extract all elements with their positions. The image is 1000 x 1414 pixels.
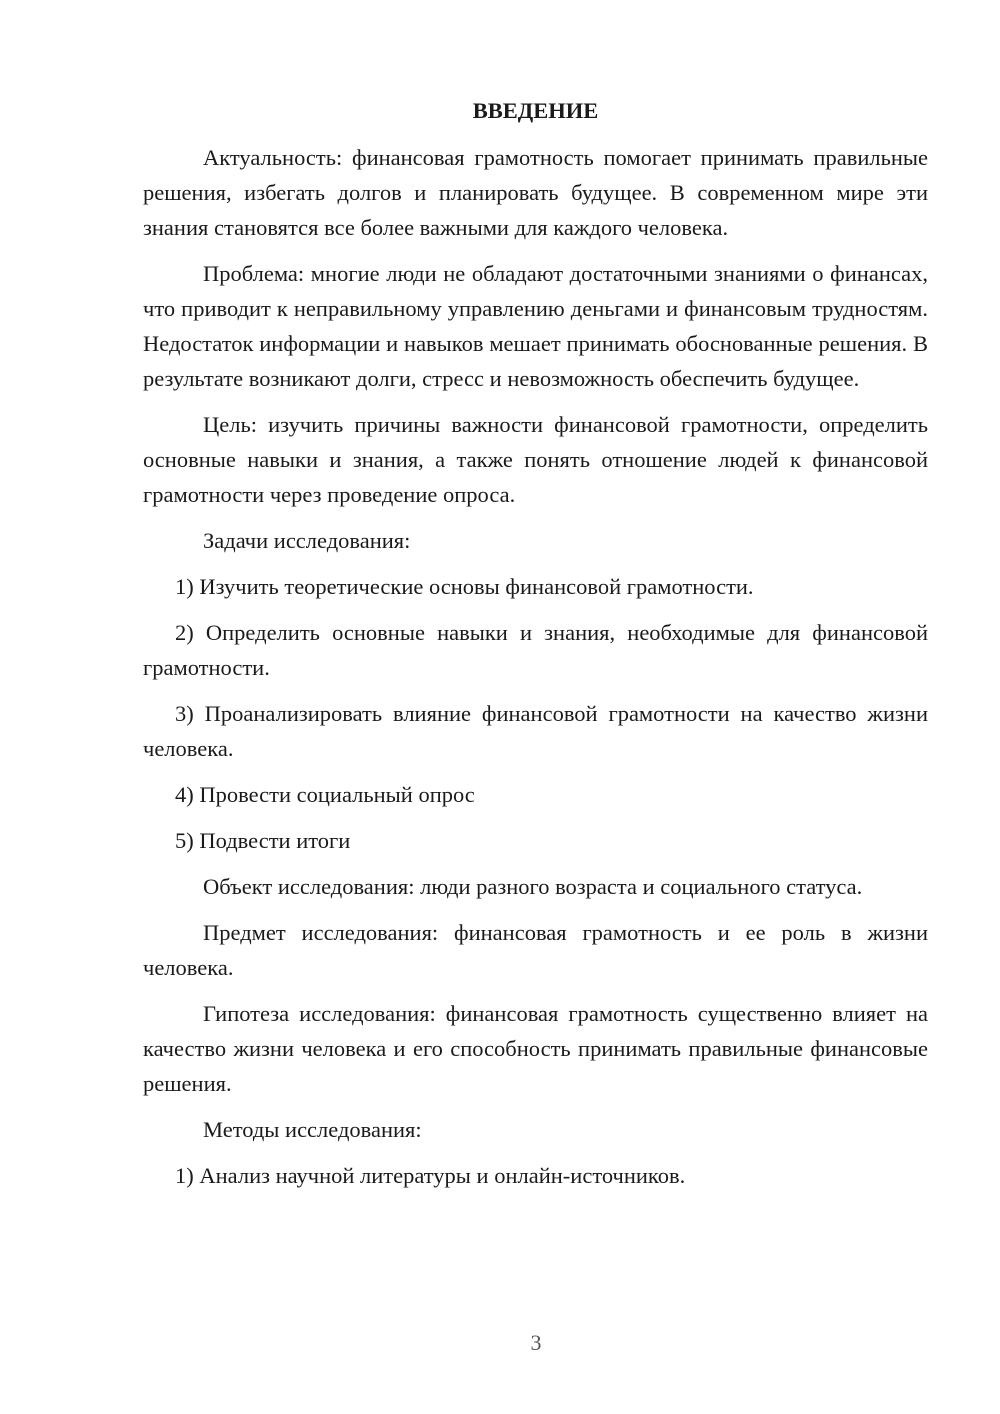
- tasks-heading: Задачи исследования:: [203, 528, 411, 553]
- paragraph-problem: Проблема: многие люди не обладают достаточными знаниями о финансах, что приводит к неправильному управлению деньгами и финансовым трудностям. Недостаток информации и навыков мешает принимать обоснованные решения. В результате возникают долги, стресс и невозможность обеспечить будущее.: [143, 261, 928, 391]
- paragraph-object: Объект исследования: люди разного возраста и социального статуса.: [203, 874, 863, 899]
- task-item-1: 1) Изучить теоретические основы финансовой грамотности.: [175, 574, 754, 599]
- task-item-2: 2) Определить основные навыки и знания, необходимые для финансовой грамотности.: [143, 620, 928, 680]
- task-item-4: 4) Провести социальный опрос: [175, 782, 475, 807]
- page-number: 3: [530, 1330, 542, 1355]
- task-item-5: 5) Подвести итоги: [175, 828, 351, 853]
- section-title: ВВЕДЕНИЕ: [472, 98, 599, 123]
- method-item-1: 1) Анализ научной литературы и онлайн-источников.: [175, 1163, 686, 1188]
- paragraph-relevance: Актуальность: финансовая грамотность помогает принимать правильные решения, избегать долгов и планировать будущее. В современном мире эти знания становятся все более важными для каждого человека.: [143, 145, 928, 240]
- task-item-3: 3) Проанализировать влияние финансовой грамотности на качество жизни человека.: [143, 701, 928, 761]
- paragraph-subject: Предмет исследования: финансовая грамотность и ее роль в жизни человека.: [143, 920, 928, 980]
- paragraph-hypothesis: Гипотеза исследования: финансовая грамотность существенно влияет на качество жизни человека и его способность принимать правильные финансовые решения.: [143, 1001, 928, 1096]
- methods-heading: Методы исследования:: [203, 1117, 422, 1142]
- page-content: [143, 92, 928, 1204]
- paragraph-goal: Цель: изучить причины важности финансовой грамотности, определить основные навыки и знания, а также понять отношение людей к финансовой грамотности через проведение опроса.: [143, 412, 928, 507]
